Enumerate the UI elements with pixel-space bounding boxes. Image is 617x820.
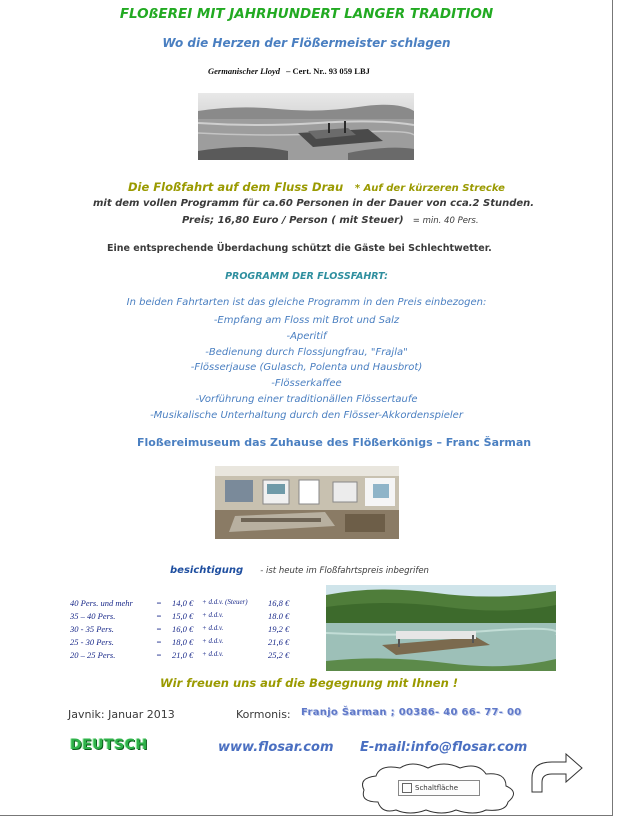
river-raft-photo	[326, 585, 556, 671]
museum-visit-text: - ist heute im Floßfahrtspreis inbegrifen	[260, 566, 429, 576]
trip-price: Preis; 16,80 Euro / Person ( mit Steuer)	[182, 215, 404, 226]
price-total: 25,2 €	[268, 650, 290, 660]
trip-price-note: = min. 40 Pers.	[412, 216, 479, 226]
schaltflaeche-button[interactable]	[398, 780, 480, 796]
price-base: 21,0 €	[172, 650, 194, 660]
program-item: -Vorführung einer traditionällen Flössertaufe	[195, 393, 418, 405]
price-total: 16,8 €	[268, 598, 290, 608]
price-tax: + d.d.v.	[202, 637, 224, 645]
footer-date: Javnik: Januar 2013	[68, 708, 175, 721]
museum-visit-label: besichtigung	[170, 565, 244, 576]
price-total: 19,2 €	[268, 624, 290, 634]
price-group: 35 – 40 Pers.	[70, 611, 116, 621]
price-base: 15,0 €	[172, 611, 194, 621]
price-eq: =	[156, 598, 162, 608]
program-list	[0, 313, 613, 424]
price-tax: + d.d.v.	[202, 650, 224, 658]
price-group: 25 - 30 Pers.	[70, 637, 114, 647]
trip-heading-line	[128, 180, 505, 194]
program-item: -Bedienung durch Flossjungfrau, "Frajla"	[205, 346, 408, 358]
program-item: -Empfang am Floss mit Brot und Salz	[213, 315, 400, 326]
program-heading: PROGRAMM DER FLOSSFAHRT:	[225, 271, 388, 282]
footer-location: Kormonis:	[236, 708, 291, 721]
closing-message: Wir freuen uns auf die Begegnung mit Ihnen !	[160, 676, 459, 690]
price-base: 14,0 €	[172, 598, 194, 608]
program-item: -Flösserkaffee	[271, 378, 342, 390]
schaltflaeche-label: Schaltfläche	[415, 784, 458, 792]
price-total: 18.0 €	[268, 611, 290, 621]
price-eq: =	[156, 637, 162, 647]
price-eq: =	[156, 650, 162, 660]
price-group: 20 – 25 Pers.	[70, 650, 116, 660]
program-item: -Flösserjause (Gulasch, Polenta und Hausbrot)	[190, 362, 423, 374]
museum-visit-line	[170, 558, 429, 577]
program-item: -Musikalische Unterhaltung durch den Flösser-Akkordenspieler	[150, 409, 463, 421]
price-group: 30 - 35 Pers.	[70, 624, 114, 634]
footer-contact: Franjo Šarman ; 00386- 40 66- 77- 00	[301, 707, 522, 718]
trip-heading-note: * Auf der kürzeren Strecke	[354, 183, 505, 194]
raft-photo	[198, 93, 414, 160]
trip-heading: Die Floßfahrt auf dem Fluss Drau	[128, 180, 344, 194]
price-tax: + d.d.v.	[202, 611, 224, 619]
price-eq: =	[156, 611, 162, 621]
price-base: 16,0 €	[172, 624, 194, 634]
trip-price-line	[182, 215, 479, 226]
page-subtitle: Wo die Herzen der Flößermeister schlagen	[162, 36, 451, 50]
price-group: 40 Pers. und mehr	[70, 598, 133, 608]
price-base: 18,0 €	[172, 637, 194, 647]
trip-description: mit dem vollen Programm für ca.60 Personen in der Dauer von cca.2 Stunden.	[93, 198, 535, 209]
price-eq: =	[156, 624, 162, 634]
page-title: FLOßEREI MIT JAHRHUNDERT LANGER TRADITION	[119, 6, 494, 22]
price-tax: + d.d.v. (Steuer)	[202, 598, 248, 606]
cert-number: – Cert. Nr.. 93 059 LBJ	[286, 66, 370, 76]
price-total: 21,6 €	[268, 637, 290, 647]
program-item: -Aperitif	[286, 330, 327, 342]
language-badge: DEUTSCH	[70, 737, 148, 753]
program-intro: In beiden Fahrtarten ist das gleiche Programm in den Preis einbezogen:	[126, 297, 487, 308]
email-link[interactable]: E-mail:info@flosar.com	[360, 740, 528, 755]
checkbox-icon	[402, 783, 412, 793]
museum-heading: Floßereimuseum das Zuhause des Flößerkönigs – Franc Šarman	[137, 436, 532, 449]
curved-arrow-icon	[528, 752, 588, 794]
website-link[interactable]: www.flosar.com	[218, 740, 334, 755]
certification	[208, 66, 370, 76]
roof-note: Eine entsprechende Überdachung schützt die Gäste bei Schlechtwetter.	[107, 243, 492, 254]
price-tax: + d.d.v.	[202, 624, 224, 632]
cert-org: Germanischer Lloyd	[208, 66, 281, 76]
museum-photo	[215, 466, 399, 539]
